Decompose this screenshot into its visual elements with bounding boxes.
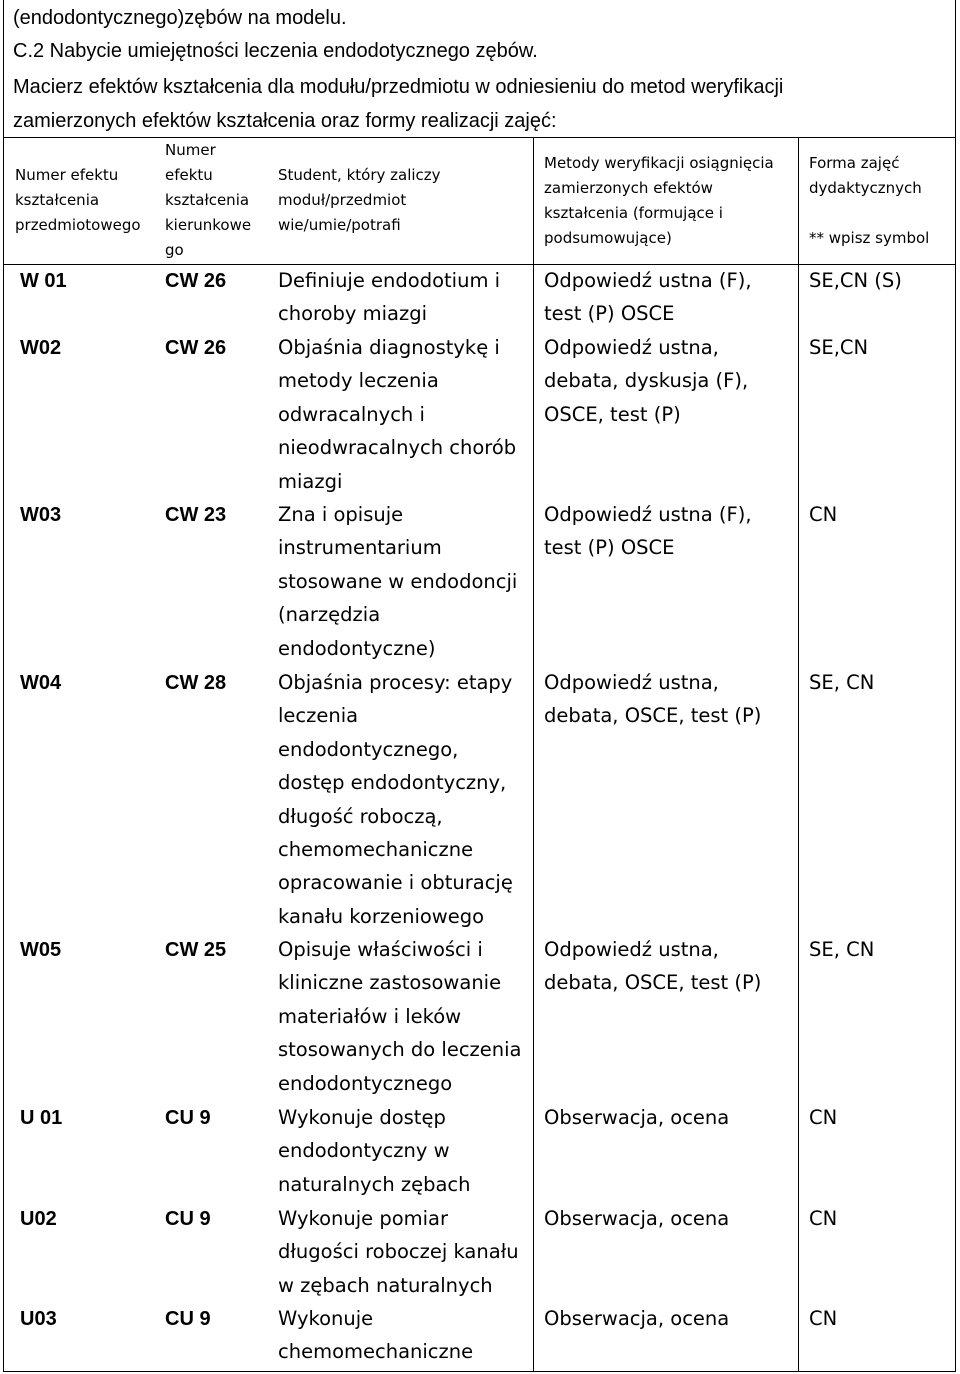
direction-code: CW 23 bbox=[165, 504, 227, 526]
verification-methods: Odpowiedź ustna, debata, dyskusja (F), OSCE, test (P) bbox=[544, 336, 749, 426]
verification-methods: Obserwacja, ocena bbox=[544, 1307, 730, 1330]
direction-code: CW 28 bbox=[165, 672, 227, 694]
header-col-effect-number: Numer efektu kształcenia przedmiotowego bbox=[15, 166, 141, 234]
column-divider bbox=[798, 138, 799, 1372]
verification-methods: Obserwacja, ocena bbox=[544, 1106, 730, 1129]
intro-line-4: zamierzonych efektów kształcenia oraz formy realizacji zajęć: bbox=[13, 110, 557, 132]
effect-code: W03 bbox=[20, 504, 62, 526]
effect-code: U 01 bbox=[20, 1107, 63, 1129]
header-col-form: Forma zajęć dydaktycznych ** wpisz symbol bbox=[809, 154, 930, 247]
class-form: SE, CN bbox=[809, 938, 875, 961]
class-form: CN bbox=[809, 1106, 838, 1129]
class-form: CN bbox=[809, 1207, 838, 1230]
effect-description: Definiuje endodotium i choroby miazgi bbox=[278, 269, 501, 326]
class-form: SE,CN (S) bbox=[809, 269, 902, 292]
effect-description: Wykonuje dostęp endodontyczny w naturalnych zębach bbox=[278, 1106, 471, 1196]
effect-description: Opisuje właściwości i kliniczne zastosowanie materiałów i leków stosowanych do leczenia endodontycznego bbox=[278, 938, 522, 1095]
header-col-methods: Metody weryfikacji osiągnięcia zamierzonych efektów kształcenia (formujące i podsumowujące) bbox=[544, 154, 774, 247]
direction-code: CW 25 bbox=[165, 939, 227, 961]
header-col-student: Student, który zaliczy moduł/przedmiot wie/umie/potrafi bbox=[278, 166, 441, 234]
direction-code: CU 9 bbox=[165, 1308, 211, 1330]
intro-line-2: C.2 Nabycie umiejętności leczenia endodotycznego zębów. bbox=[13, 40, 538, 62]
direction-code: CW 26 bbox=[165, 270, 227, 292]
effect-code: W05 bbox=[20, 939, 62, 961]
class-form: SE, CN bbox=[809, 671, 875, 694]
intro-line-1: (endodontycznego)zębów na modelu. bbox=[13, 7, 347, 29]
class-form: CN bbox=[809, 1307, 838, 1330]
direction-code: CU 9 bbox=[165, 1107, 211, 1129]
column-divider bbox=[533, 138, 534, 1372]
verification-methods: Odpowiedź ustna (F), test (P) OSCE bbox=[544, 503, 752, 560]
effect-description: Wykonuje pomiar długości roboczej kanału w zębach naturalnych bbox=[278, 1207, 519, 1297]
effect-code: W 01 bbox=[20, 270, 67, 292]
effect-description: Wykonuje chemomechaniczne bbox=[278, 1307, 474, 1364]
effect-description: Objaśnia procesy: etapy leczenia endodontycznego, dostęp endodontyczny, długość roboczą, chemomechaniczne opracowanie i obturację kanału korzeniowego bbox=[278, 671, 513, 928]
verification-methods: Odpowiedź ustna, debata, OSCE, test (P) bbox=[544, 671, 762, 728]
verification-methods: Odpowiedź ustna (F), test (P) OSCE bbox=[544, 269, 752, 326]
effect-code: W04 bbox=[20, 672, 62, 694]
class-form: CN bbox=[809, 503, 838, 526]
header-col-direction-number: Numer efektu kształcenia kierunkowe go bbox=[165, 141, 252, 259]
effect-code: W02 bbox=[20, 337, 62, 359]
intro-line-3: Macierz efektów kształcenia dla modułu/przedmiotu w odniesieniu do metod weryfikacji bbox=[13, 76, 784, 98]
effect-description: Objaśnia diagnostykę i metody leczenia odwracalnych i nieodwracalnych chorób miazgi bbox=[278, 336, 517, 493]
intro-block bbox=[3, 0, 956, 138]
verification-methods: Odpowiedź ustna, debata, OSCE, test (P) bbox=[544, 938, 762, 995]
class-form: SE,CN bbox=[809, 336, 869, 359]
direction-code: CW 26 bbox=[165, 337, 227, 359]
effect-description: Zna i opisuje instrumentarium stosowane w endodoncji (narzędzia endodontyczne) bbox=[278, 503, 518, 660]
effect-code: U03 bbox=[20, 1308, 57, 1330]
verification-methods: Obserwacja, ocena bbox=[544, 1207, 730, 1230]
effect-code: U02 bbox=[20, 1208, 57, 1230]
direction-code: CU 9 bbox=[165, 1208, 211, 1230]
